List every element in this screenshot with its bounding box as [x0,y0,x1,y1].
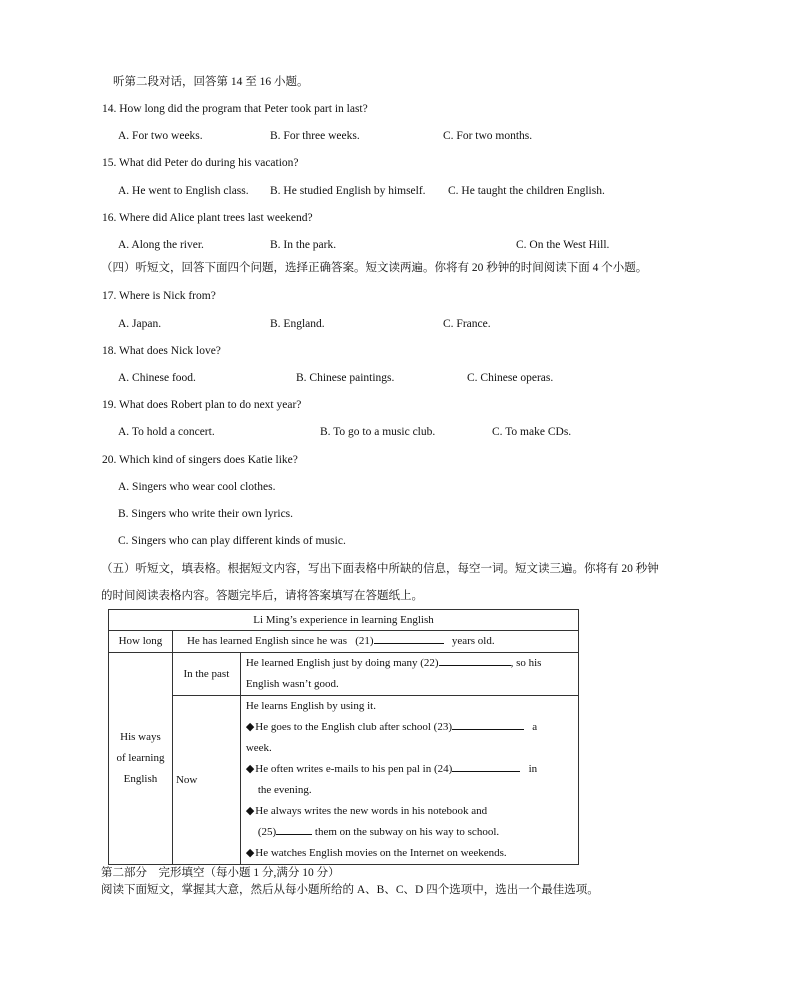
option-b: B. Singers who write their own lyrics. [118,508,294,520]
option-a: A. He went to English class. [118,185,249,197]
option-a: A. Japan. [118,318,162,330]
now-label: Now [172,696,240,865]
blank-22[interactable] [439,653,511,666]
question-stem: 14. How long did the program that Peter took part in last? [102,103,368,115]
option-c: C. On the West Hill. [516,239,610,251]
part-2-title: 第二部分 完形填空（每小题 1 分,满分 10 分） [101,867,340,879]
question-stem: 19. What does Robert plan to do next year? [102,399,302,411]
section-4-instruction: （四）听短文，回答下面四个问题，选择正确答案。短文读两遍。你将有 20 秒钟的时间阅读下面 4 个小题。 [101,262,648,274]
option-b: B. For three weeks. [270,130,360,142]
table-title: Li Ming’s experience in learning English [109,610,579,631]
how-long-label: How long [109,631,173,653]
question-stem: 16. Where did Alice plant trees last weekend? [102,212,313,224]
blank-25[interactable] [276,822,312,835]
ways-label: His ways of learning English [109,653,173,865]
option-b: B. In the park. [270,239,337,251]
option-b: B. To go to a music club. [320,426,436,438]
option-c: C. He taught the children English. [448,185,605,197]
how-long-cell: He has learned English since he was (21) years old. [172,631,578,653]
option-c: C. Chinese operas. [467,372,554,384]
blank-23[interactable] [452,717,524,730]
option-a: A. To hold a concert. [118,426,215,438]
question-stem: 18. What does Nick love? [102,345,221,357]
in-the-past-label: In the past [172,653,240,696]
option-a: A. For two weeks. [118,130,203,142]
option-c: C. France. [443,318,491,330]
listening-instruction-2: 听第二段对话，回答第 14 至 16 小题。 [113,76,309,88]
question-stem: 17. Where is Nick from? [102,290,216,302]
part-2-instruction: 阅读下面短文，掌握其大意，然后从每小题所给的 A、B、C、D 四个选项中，选出一个最佳选项。 [101,884,599,896]
section-5-line-1: （五）听短文，填表格。根据短文内容，写出下面表格中所缺的信息，每空一词。短文读三遍。你将有 20 秒钟 [101,563,659,575]
now-cell: He learns English by using it. ◆He goes to the English club after school (23) a week. ◆He often writes e-mails to his pen pal in (24) in the evening. ◆He always writes the new words in his notebook and (25) them on the subway on his way to school. ◆He watches English movies on the Internet on weekends. [240,696,578,865]
option-b: B. He studied English by himself. [270,185,426,197]
question-stem: 15. What did Peter do during his vacation? [102,157,299,169]
option-a: A. Chinese food. [118,372,196,384]
option-c: C. To make CDs. [492,426,572,438]
option-b: B. England. [270,318,325,330]
option-b: B. Chinese paintings. [296,372,395,384]
option-a: A. Along the river. [118,239,204,251]
blank-21-number: (21) [355,635,374,647]
option-c: C. Singers who can play different kinds of music. [118,535,346,547]
question-stem: 20. Which kind of singers does Katie like? [102,454,298,466]
option-a: A. Singers who wear cool clothes. [118,481,276,493]
in-the-past-cell: He learned English just by doing many (22) , so his English wasn’t good. [240,653,578,696]
section-5-line-2: 的时间阅读表格内容。答题完毕后，请将答案填写在答题纸上。 [101,590,423,602]
blank-21[interactable] [374,631,444,644]
info-table [108,609,579,865]
blank-24[interactable] [452,759,520,772]
option-c: C. For two months. [443,130,533,142]
